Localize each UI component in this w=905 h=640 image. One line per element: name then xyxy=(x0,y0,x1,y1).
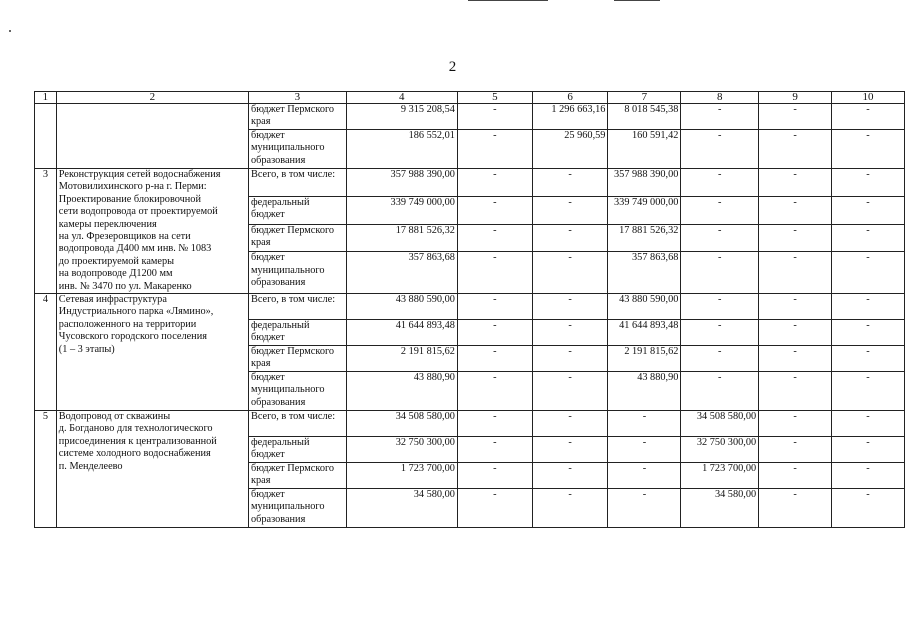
year-amount: 2 191 815,62 xyxy=(608,346,681,372)
empty-value: - xyxy=(457,294,532,320)
scan-top-line-2 xyxy=(614,0,660,1)
empty-value: - xyxy=(832,320,905,346)
year-amount: 8 018 545,38 xyxy=(608,104,681,130)
column-number: 7 xyxy=(608,92,681,104)
empty-value: - xyxy=(532,169,608,197)
empty-value: - xyxy=(457,489,532,528)
empty-value: - xyxy=(832,169,905,197)
empty-value: - xyxy=(532,320,608,346)
empty-value: - xyxy=(832,224,905,252)
total-amount: 43 880 590,00 xyxy=(346,294,457,320)
table-row xyxy=(35,104,905,130)
empty-value: - xyxy=(457,411,532,437)
empty-value: - xyxy=(832,372,905,411)
empty-value: - xyxy=(457,130,532,169)
funding-source: бюджет муниципального образования xyxy=(248,130,346,169)
empty-value: - xyxy=(532,372,608,411)
empty-value: - xyxy=(759,169,832,197)
year-amount: 1 723 700,00 xyxy=(681,463,759,489)
empty-value: - xyxy=(457,252,532,294)
total-amount: 32 750 300,00 xyxy=(346,437,457,463)
column-number: 4 xyxy=(346,92,457,104)
empty-value: - xyxy=(681,320,759,346)
empty-value: - xyxy=(457,346,532,372)
empty-value: - xyxy=(457,320,532,346)
funding-source: бюджет Пермского края xyxy=(248,224,346,252)
year-amount: 339 749 000,00 xyxy=(608,196,681,224)
total-amount: 17 881 526,32 xyxy=(346,224,457,252)
year-amount: 357 863,68 xyxy=(608,252,681,294)
empty-value: - xyxy=(532,463,608,489)
funding-source: бюджет муниципального образования xyxy=(248,372,346,411)
object-name: Реконструкция сетей водоснабжения Мотовилихинского р-на г. Перми: Проектирование блокировочной сети водопровода от проектируемой камеры переключения на ул. Фрезеровщиков на сети водопровода Д400 мм инв. № 1083 до проектируемой камеры на водопроводе Д1200 мм инв. № 3470 по ул. Макаренко xyxy=(56,169,248,294)
empty-value: - xyxy=(759,196,832,224)
total-amount: 43 880,90 xyxy=(346,372,457,411)
empty-value: - xyxy=(532,411,608,437)
total-amount: 339 749 000,00 xyxy=(346,196,457,224)
funding-source: федеральный бюджет xyxy=(248,320,346,346)
scan-speck xyxy=(9,30,11,32)
object-name xyxy=(56,104,248,169)
empty-value: - xyxy=(759,130,832,169)
total-amount: 2 191 815,62 xyxy=(346,346,457,372)
empty-value: - xyxy=(832,252,905,294)
empty-value: - xyxy=(532,437,608,463)
empty-value: - xyxy=(457,463,532,489)
column-number: 5 xyxy=(457,92,532,104)
row-number xyxy=(35,104,57,169)
total-amount: 34 580,00 xyxy=(346,489,457,528)
funding-source: Всего, в том числе: xyxy=(248,411,346,437)
empty-value: - xyxy=(457,224,532,252)
empty-value: - xyxy=(759,320,832,346)
empty-value: - xyxy=(608,489,681,528)
empty-value: - xyxy=(681,372,759,411)
empty-value: - xyxy=(832,104,905,130)
year-amount: 17 881 526,32 xyxy=(608,224,681,252)
funding-source: бюджет Пермского края xyxy=(248,463,346,489)
empty-value: - xyxy=(832,346,905,372)
funding-source: Всего, в том числе: xyxy=(248,294,346,320)
total-amount: 41 644 893,48 xyxy=(346,320,457,346)
empty-value: - xyxy=(832,130,905,169)
table-row xyxy=(35,411,905,437)
total-amount: 1 723 700,00 xyxy=(346,463,457,489)
empty-value: - xyxy=(532,252,608,294)
year-amount: 357 988 390,00 xyxy=(608,169,681,197)
empty-value: - xyxy=(532,196,608,224)
empty-value: - xyxy=(759,104,832,130)
year-amount: 25 960,59 xyxy=(532,130,608,169)
empty-value: - xyxy=(457,372,532,411)
year-amount: 160 591,42 xyxy=(608,130,681,169)
funding-source: федеральный бюджет xyxy=(248,437,346,463)
funding-source: бюджет Пермского края xyxy=(248,104,346,130)
empty-value: - xyxy=(457,437,532,463)
object-name: Водопровод от скважины д. Богданово для технологического присоединения к централизованной системе холодного водоснабжения п. Менделеево xyxy=(56,411,248,528)
empty-value: - xyxy=(759,346,832,372)
year-amount: 41 644 893,48 xyxy=(608,320,681,346)
column-number: 10 xyxy=(832,92,905,104)
year-amount: 43 880 590,00 xyxy=(608,294,681,320)
empty-value: - xyxy=(681,130,759,169)
empty-value: - xyxy=(832,463,905,489)
funding-source: бюджет муниципального образования xyxy=(248,489,346,528)
empty-value: - xyxy=(681,169,759,197)
empty-value: - xyxy=(759,224,832,252)
empty-value: - xyxy=(759,372,832,411)
empty-value: - xyxy=(832,411,905,437)
empty-value: - xyxy=(681,252,759,294)
scan-top-line-1 xyxy=(468,0,548,1)
empty-value: - xyxy=(832,489,905,528)
column-number: 1 xyxy=(35,92,57,104)
year-amount: 34 508 580,00 xyxy=(681,411,759,437)
empty-value: - xyxy=(681,294,759,320)
empty-value: - xyxy=(759,489,832,528)
empty-value: - xyxy=(832,196,905,224)
empty-value: - xyxy=(532,489,608,528)
year-amount: 1 296 663,16 xyxy=(532,104,608,130)
empty-value: - xyxy=(457,196,532,224)
empty-value: - xyxy=(457,104,532,130)
funding-source: Всего, в том числе: xyxy=(248,169,346,197)
empty-value: - xyxy=(759,437,832,463)
column-number: 8 xyxy=(681,92,759,104)
object-name: Сетевая инфраструктура Индустриального парка «Лямино», расположенного на территории Чусовского городского поселения (1 – 3 этапы) xyxy=(56,294,248,411)
column-number: 6 xyxy=(532,92,608,104)
table-row xyxy=(35,169,905,197)
total-amount: 34 508 580,00 xyxy=(346,411,457,437)
total-amount: 186 552,01 xyxy=(346,130,457,169)
year-amount: 32 750 300,00 xyxy=(681,437,759,463)
table-row xyxy=(35,294,905,320)
page-number: 2 xyxy=(448,59,457,75)
funding-source: федеральный бюджет xyxy=(248,196,346,224)
empty-value: - xyxy=(759,294,832,320)
empty-value: - xyxy=(759,463,832,489)
empty-value: - xyxy=(608,463,681,489)
funding-source: бюджет Пермского края xyxy=(248,346,346,372)
column-number: 3 xyxy=(248,92,346,104)
total-amount: 9 315 208,54 xyxy=(346,104,457,130)
empty-value: - xyxy=(532,346,608,372)
year-amount: 43 880,90 xyxy=(608,372,681,411)
column-number: 9 xyxy=(759,92,832,104)
row-number: 5 xyxy=(35,411,57,528)
financing-table xyxy=(34,91,905,528)
row-number: 4 xyxy=(35,294,57,411)
empty-value: - xyxy=(532,294,608,320)
total-amount: 357 988 390,00 xyxy=(346,169,457,197)
funding-source: бюджет муниципального образования xyxy=(248,252,346,294)
empty-value: - xyxy=(681,196,759,224)
empty-value: - xyxy=(457,169,532,197)
total-amount: 357 863,68 xyxy=(346,252,457,294)
header-row xyxy=(35,92,905,104)
empty-value: - xyxy=(681,346,759,372)
empty-value: - xyxy=(608,437,681,463)
empty-value: - xyxy=(759,411,832,437)
empty-value: - xyxy=(681,104,759,130)
empty-value: - xyxy=(759,252,832,294)
empty-value: - xyxy=(681,224,759,252)
column-number: 2 xyxy=(56,92,248,104)
empty-value: - xyxy=(832,294,905,320)
empty-value: - xyxy=(532,224,608,252)
empty-value: - xyxy=(608,411,681,437)
empty-value: - xyxy=(832,437,905,463)
year-amount: 34 580,00 xyxy=(681,489,759,528)
row-number: 3 xyxy=(35,169,57,294)
